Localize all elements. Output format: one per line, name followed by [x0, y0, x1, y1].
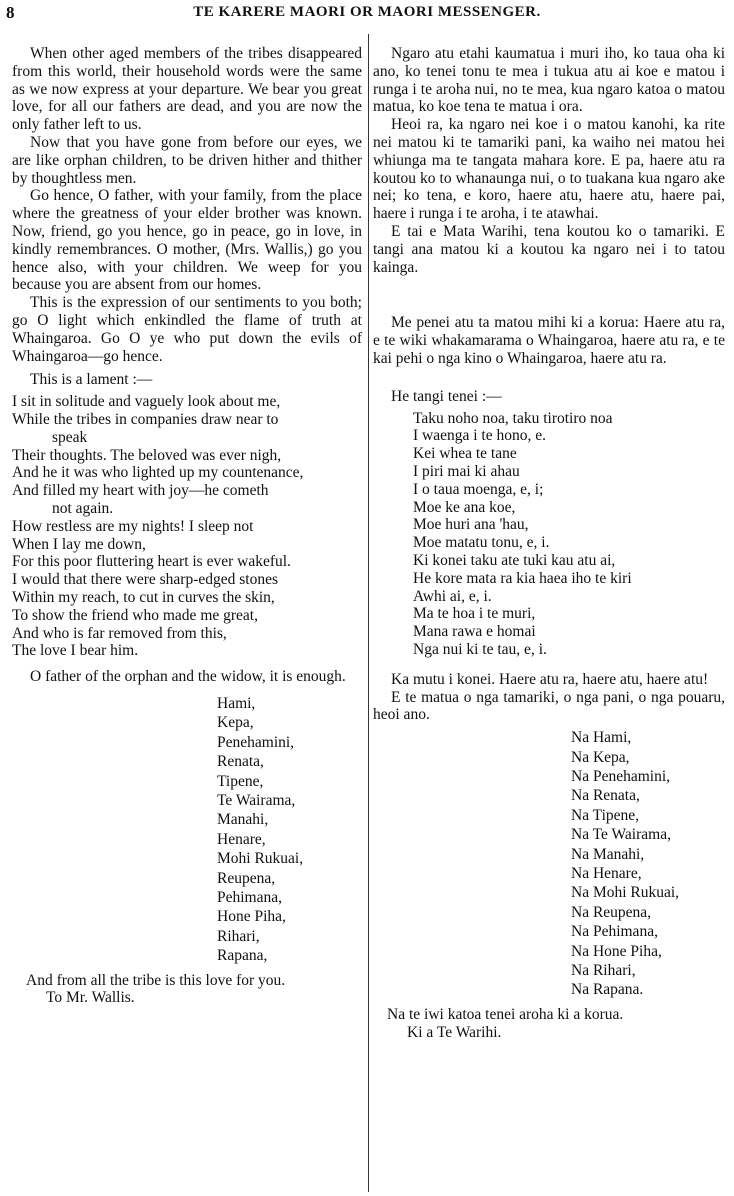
lament-intro: This is a lament :— — [30, 371, 153, 389]
signatories-list — [373, 728, 725, 1000]
signatory: Na Renata, — [571, 787, 640, 805]
poem-line: Kei whea te tane — [413, 445, 517, 463]
poem-line: Moe huri ana 'hau, — [413, 516, 529, 534]
after-poem: E te matua o nga tamariki, o nga pani, o nga pouaru, heoi ano. — [373, 688, 725, 724]
paragraph: Go hence, O father, with your family, from the place where the greatness of your elder brother was known. Now, friend, go you hence, go in peace, go in love, in kindly remembrances. O mother, (Mrs. Wallis,) go you hence also, with your children. We weep for you because you are absent from our homes. — [12, 187, 362, 294]
paragraph: Me penei atu ta matou mihi ki a korua: Haere atu ra, e te wiki whakamarama o Whaingaroa, haere atu ra, e te kai pehi o nga kino o Whaingaroa, haere atu ra. — [373, 314, 725, 367]
after-poem: O father of the orphan and the widow, it is enough. — [30, 668, 346, 686]
signatory: Manahi, — [217, 811, 269, 829]
signatory: Na Tipene, — [571, 806, 640, 824]
poem-line: And filled my heart with joy—he cometh — [12, 482, 269, 500]
poem-line: The love I bear him. — [12, 642, 139, 660]
addressee: Ki a Te Warihi. — [407, 1023, 502, 1041]
poem-line: I waenga i te hono, e. — [413, 427, 546, 445]
signatory: Na Mohi Rukuai, — [571, 884, 680, 902]
signatory: Kepa, — [217, 714, 254, 732]
signatory: Hone Piha, — [217, 908, 286, 926]
after-poem: Ka mutu i konei. Haere atu ra, haere atu, haere atu! — [391, 670, 709, 688]
page-title: TE KARERE MAORI OR MAORI MESSENGER. — [193, 4, 541, 20]
signatory: Pehimana, — [217, 888, 282, 906]
signatory: Renata, — [217, 753, 264, 771]
signatory: Penehamini, — [217, 733, 295, 751]
poem-line: Mana rawa e homai — [413, 623, 536, 641]
poem-line: I would that there were sharp-edged stones — [12, 571, 278, 589]
poem-line: While the tribes in companies draw near to — [12, 410, 279, 428]
page-header — [6, 3, 728, 25]
poem — [373, 410, 725, 659]
signatory: Rihari, — [217, 927, 260, 945]
poem-line: I o taua moenga, e, i; — [413, 480, 544, 498]
poem-line: I piri mai ki ahau — [413, 462, 520, 480]
poem-line: How restless are my nights! I sleep not — [12, 517, 254, 535]
signatory: Te Wairama, — [217, 791, 296, 809]
paragraph: Heoi ra, ka ngaro nei koe i o matou kanohi, ka rite nei matou ki te tamariki pani, ka waiho nei matou hei whiunga ma te tangata mahara kore. E pa, haere atu ra koutou ko to whanaunga nui, o to tuakana kua ngaro ake nei; ko tena, e koro, haere atu, haere atu, haere pai, haere i runga i te aroha, i te atawhai. — [373, 116, 725, 223]
poem-line: I sit in solitude and vaguely look about me, — [12, 393, 281, 411]
addressee: To Mr. Wallis. — [46, 989, 135, 1007]
signatory: Rapana, — [217, 947, 268, 965]
signatory: Na Penehamini, — [571, 767, 671, 785]
poem-line: Moe ke ana koe, — [413, 498, 516, 516]
column-divider — [368, 34, 369, 1192]
signatory: Na Pehimana, — [571, 923, 658, 941]
paragraph: Ngaro atu etahi kaumatua i muri iho, ko taua oha ki ano, ko tenei tonu te mea i tukua atu ai koe e matou i runga i te aroha nui, no te mea, kua ngaro katoa o matou matua, ko koe tena te matua i ora. — [373, 45, 725, 116]
poem-line: not again. — [52, 499, 114, 517]
paragraph: E tai e Mata Warihi, tena koutou ko o tamariki. E tangi ana matou ki a koutou ka ngaro nei i to tatou kainga. — [373, 222, 725, 276]
poem-line: For this poor fluttering heart is ever wakeful. — [12, 553, 291, 571]
signatory: Henare, — [217, 830, 266, 848]
signatory: Mohi Rukuai, — [217, 850, 304, 868]
poem-line: Their thoughts. The beloved was ever nigh, — [12, 446, 282, 464]
paragraph: When other aged members of the tribes disappeared from this world, their household words were the same as we now express at your departure. We bear you great love, for all our fathers are dead, and you are now the only father left to us. — [12, 45, 362, 134]
signatories-list — [12, 694, 362, 966]
signatory: Tipene, — [217, 772, 264, 790]
poem-line: Within my reach, to cut in curves the skin, — [12, 588, 275, 606]
signatory: Na Rihari, — [571, 961, 636, 979]
poem-line: Taku noho noa, taku tirotiro noa — [413, 409, 613, 427]
signatory: Na Kepa, — [571, 748, 630, 766]
poem-line: And he it was who lighted up my countenance, — [12, 464, 304, 482]
lament-intro: He tangi tenei :— — [391, 387, 502, 405]
signatory: Na Hami, — [571, 729, 632, 747]
closing-line: And from all the tribe is this love for you. — [26, 971, 286, 989]
poem-line: Ki konei taku ate tuki kau atu ai, — [413, 551, 616, 569]
signatory: Na Te Wairama, — [571, 826, 671, 844]
signatory: Na Manahi, — [571, 845, 645, 863]
signatory: Na Reupena, — [571, 903, 652, 921]
signatory: Reupena, — [217, 869, 276, 887]
signatory: Na Hone Piha, — [571, 942, 662, 960]
page-number: 8 — [6, 3, 15, 22]
poem-line: And who is far removed from this, — [12, 624, 227, 642]
signatory: Na Rapana. — [571, 981, 644, 999]
paragraph: Now that you have gone from before our eyes, we are like orphan children, to be driven hither and thither by thoughtless men. — [12, 133, 362, 187]
poem-line: When I lay me down, — [12, 535, 146, 553]
poem — [12, 393, 362, 660]
paragraph: This is the expression of our sentiments to you both; go O light which enkindled the flame of truth at Whaingaroa. Go O ye who put down the evils of Whaingaroa—go hence. — [12, 294, 362, 365]
signatory: Na Henare, — [571, 864, 642, 882]
poem-line: He kore mata ra kia haea iho te kiri — [413, 569, 632, 587]
poem-line: Awhi ai, e, i. — [413, 587, 492, 605]
poem-line: Nga nui ki te tau, e, i. — [413, 640, 547, 658]
poem-line: Ma te hoa i te muri, — [413, 605, 536, 623]
poem-line: Moe matatu tonu, e, i. — [413, 534, 550, 552]
signatory: Hami, — [217, 694, 256, 712]
poem-line: To show the friend who made me great, — [12, 606, 258, 624]
poem-line: speak — [52, 428, 88, 446]
closing-line: Na te iwi katoa tenei aroha ki a korua. — [387, 1005, 624, 1023]
maori-column — [373, 45, 725, 1041]
english-column — [12, 45, 362, 1007]
